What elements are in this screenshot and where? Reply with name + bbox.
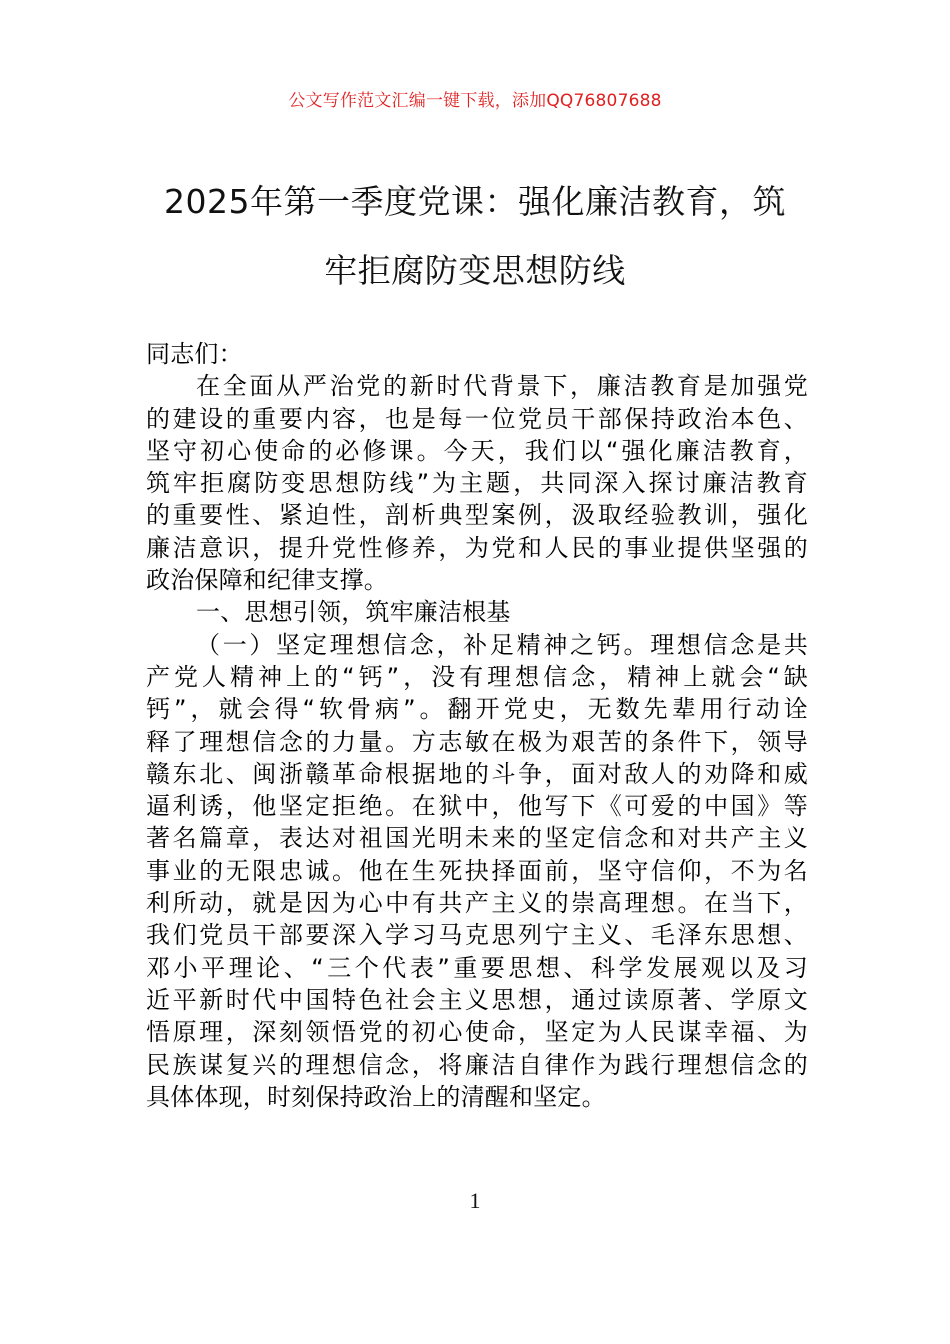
paragraph-line: 的重要性、紧迫性，剖析典型案例，汲取经验教训，强化 [146, 501, 808, 530]
paragraph-line: 钙”，就会得“软骨病”。翻开党史，无数先辈用行动诠 [146, 695, 808, 724]
paragraph-line: 我们党员干部要深入学习马克思列宁主义、毛泽东思想、 [146, 921, 808, 950]
paragraph-line: 逼利诱，他坚定拒绝。在狱中，他写下《可爱的中国》等 [146, 792, 808, 821]
paragraph-line: 利所动，就是因为心中有共产主义的崇高理想。在当下， [146, 889, 808, 918]
header-promo-note: 公文写作范文汇编一键下载，添加QQ76807688 [288, 91, 662, 111]
paragraph-line: 近平新时代中国特色社会主义思想，通过读原著、学原文 [146, 985, 808, 1014]
document-title-line-2: 牢拒腐防变思想防线 [324, 251, 626, 290]
document-title-line-1: 2025年第一季度党课：强化廉洁教育，筑 [164, 182, 786, 221]
salutation: 同志们： [146, 340, 243, 368]
paragraph-line: 政治保障和纪律支撑。 [146, 566, 388, 595]
paragraph-line: 具体体现，时刻保持政治上的清醒和坚定。 [146, 1082, 606, 1111]
paragraph-line: 释了理想信念的力量。方志敏在极为艰苦的条件下，领导 [146, 727, 808, 756]
paragraph-line: 在全面从严治党的新时代背景下，廉洁教育是加强党 [196, 372, 808, 401]
paragraph-line: 赣东北、闽浙赣革命根据地的斗争，面对敌人的劝降和威 [146, 759, 808, 788]
paragraph-line: 产党人精神上的“钙”，没有理想信念，精神上就会“缺 [146, 662, 808, 691]
paragraph-line: 坚守初心使命的必修课。今天，我们以“强化廉洁教育， [146, 436, 808, 465]
paragraph-line: 的建设的重要内容，也是每一位党员干部保持政治本色、 [146, 404, 808, 433]
paragraph-line: 事业的无限忠诚。他在生死抉择面前，坚守信仰，不为名 [146, 856, 808, 885]
paragraph-line: 邓小平理论、“三个代表”重要思想、科学发展观以及习 [146, 953, 808, 982]
paragraph-line: 民族谋复兴的理想信念，将廉洁自律作为践行理想信念的 [146, 1050, 808, 1079]
paragraph-line: 筑牢拒腐防变思想防线”为主题，共同深入探讨廉洁教育 [146, 469, 808, 498]
section-heading: 一、思想引领，筑牢廉洁根基 [196, 598, 511, 627]
paragraph-line: 著名篇章，表达对祖国光明未来的坚定信念和对共产主义 [146, 824, 808, 853]
page-number: 1 [469, 1188, 481, 1213]
paragraph-line: 悟原理，深刻领悟党的初心使命，坚定为人民谋幸福、为 [146, 1018, 808, 1047]
document-body [146, 338, 808, 1113]
paragraph-line: （一）坚定理想信念，补足精神之钙。理想信念是共 [196, 630, 808, 659]
paragraph-line: 廉洁意识，提升党性修养，为党和人民的事业提供坚强的 [146, 533, 808, 562]
